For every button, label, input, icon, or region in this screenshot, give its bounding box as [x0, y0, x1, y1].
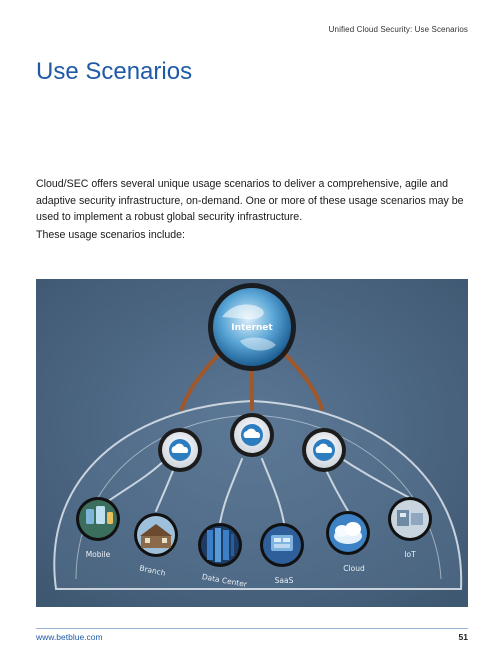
scenario-label: IoT [404, 550, 416, 559]
internet-globe [208, 283, 296, 371]
footer-url[interactable]: www.betblue.com [36, 632, 103, 642]
scenario-label: Cloud [343, 564, 365, 573]
page-number: 51 [458, 632, 468, 642]
internet-label: Internet [231, 323, 273, 333]
scenario-mobile [76, 497, 120, 541]
page-title: Use Scenarios [36, 58, 193, 85]
scenario-label: Branch [138, 563, 167, 578]
cloud-security-node [302, 428, 346, 472]
scenario-branch [134, 513, 178, 557]
cloud-security-node [230, 413, 274, 457]
scenario-saas [260, 523, 304, 567]
running-header: Unified Cloud Security: Use Scenarios [328, 25, 468, 34]
scenario-iot [388, 497, 432, 541]
footer-divider [36, 628, 468, 629]
scenario-label: Data Center [201, 572, 248, 589]
scenario-label: SaaS [274, 576, 294, 585]
scenario-label: Mobile [85, 550, 111, 559]
scenario-cloud [326, 511, 370, 555]
cloud-security-node [158, 428, 202, 472]
lead-sentence: These usage scenarios include: [36, 229, 185, 241]
intro-paragraph: Cloud/SEC offers several unique usage scenarios to deliver a comprehensive, agile and adaptive security infrastructure, on-demand. One or more of these usage scenarios may be used to implement a robust global security infrastructure. [36, 178, 464, 223]
scenario-data-center [198, 523, 242, 567]
usage-scenarios-illustration [36, 279, 468, 607]
